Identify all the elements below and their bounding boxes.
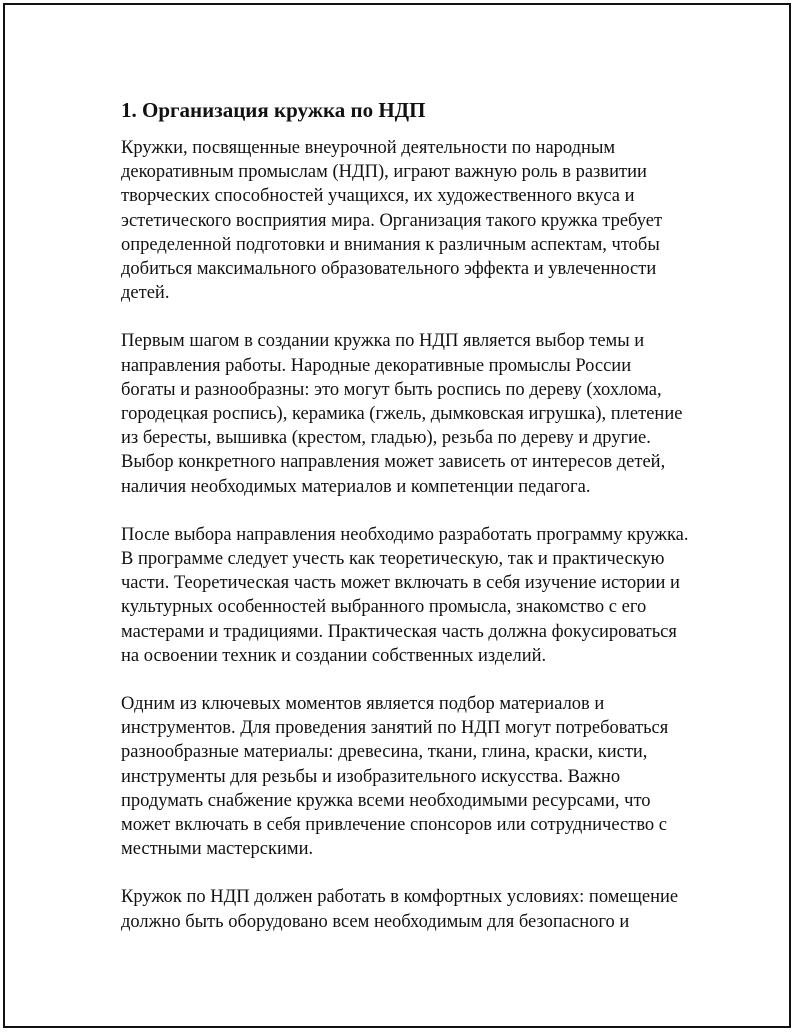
paragraph: Первым шагом в создании кружка по НДП является выбор темы и направления работы. Народные декоративные промыслы России богаты и разнообразны: это могут быть роспись по дереву (хохлома, городецкая роспись), керамика (гжель, дымковская игрушка), плетение из бересты, вышивка (крестом, гладью), резьба по дереву и другие. Выбор конкретного направления может зависеть от интересов детей, наличия необходимых материалов и компетенции педагога.	[121, 331, 683, 497]
paragraph: После выбора направления необходимо разработать программу кружка. В программе следует учесть как теоретическую, так и практическую части. Теоретическая часть может включать в себя изучение истории и культурных особенностей выбранного промысла, знакомство с его мастерами и традициями. Практическая часть должна фокусироваться на освоении техник и создании собственных изделий.	[121, 524, 689, 666]
document-page	[3, 3, 791, 1028]
paragraph: Одним из ключевых моментов является подбор материалов и инструментов. Для проведения занятий по НДП могут потребоваться разнообразные материалы: древесина, ткани, глина, краски, кисти, инструменты для резьбы и изобразительного искусства. Важно продумать снабжение кружка всеми необходимыми ресурсами, что может включать в себя привлечение спонсоров или сотрудничество с местными мастерскими.	[121, 694, 669, 860]
section-heading: 1. Организация кружка по НДП	[121, 98, 426, 122]
paragraph: Кружки, посвященные внеурочной деятельности по народным декоративным промыслам (НДП), играют важную роль в развитии творческих способностей учащихся, их художественного вкуса и эстетического восприятия мира. Организация такого кружка требует определенной подготовки и внимания к различным аспектам, чтобы добиться максимального образовательного эффекта и увлеченности детей.	[121, 138, 663, 304]
paragraph: Кружок по НДП должен работать в комфортных условиях: помещение должно быть оборудовано всем необходимым для безопасного и	[121, 887, 679, 932]
document-body	[121, 96, 721, 958]
